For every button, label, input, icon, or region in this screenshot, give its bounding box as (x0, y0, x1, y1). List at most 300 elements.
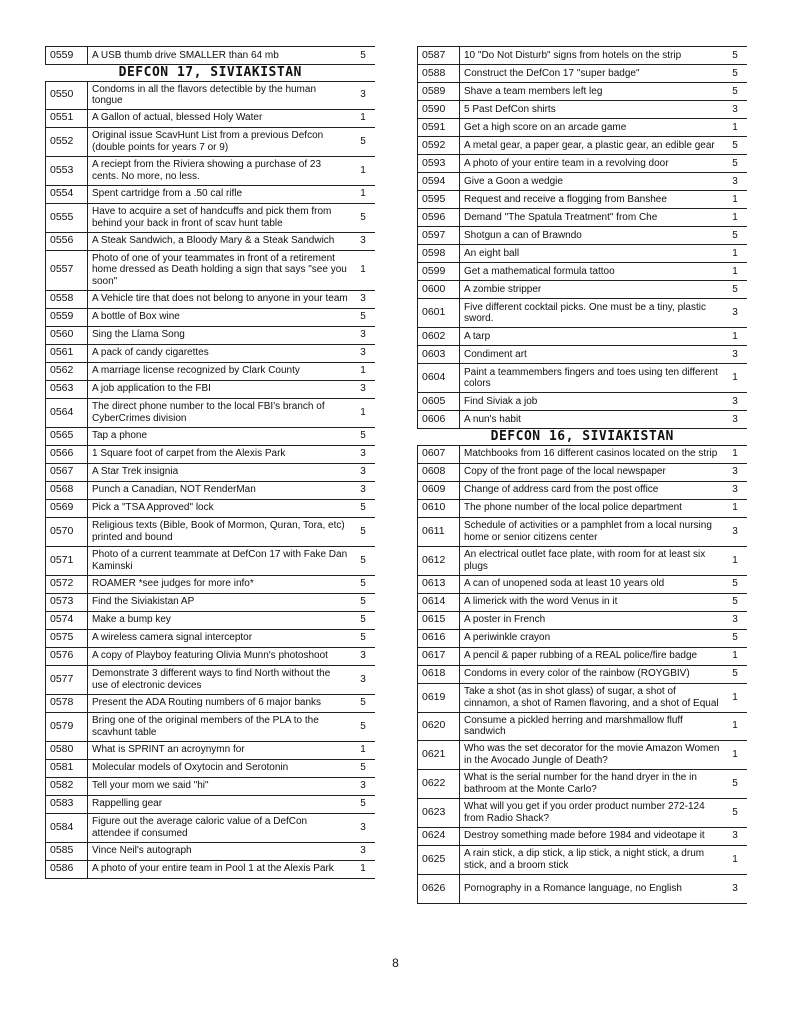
table-row (418, 137, 748, 155)
item-number: 0556 (46, 232, 88, 250)
item-points: 3 (723, 299, 747, 328)
item-description: The phone number of the local police department (460, 499, 724, 517)
table-row (418, 712, 748, 740)
item-points: 5 (723, 155, 747, 173)
item-description: Five different cocktail picks. One must be a tiny, plastic sword. (460, 299, 724, 328)
item-points: 1 (723, 712, 747, 740)
item-number: 0575 (46, 629, 88, 647)
item-number: 0579 (46, 712, 88, 741)
item-points: 3 (723, 463, 747, 481)
item-description: Condoms in every color of the rainbow (ROYGBIV) (460, 665, 724, 683)
item-description: Construct the DefCon 17 "super badge" (460, 65, 724, 83)
item-description: A wireless camera signal interceptor (88, 629, 352, 647)
item-number: 0609 (418, 481, 460, 499)
item-number: 0598 (418, 245, 460, 263)
item-number: 0557 (46, 250, 88, 290)
item-points: 1 (723, 499, 747, 517)
item-description: Destroy something made before 1984 and videotape it (460, 827, 724, 845)
item-description: A photo of your entire team in a revolving door (460, 155, 724, 173)
item-points: 3 (723, 173, 747, 191)
item-description: Get a mathematical formula tattoo (460, 263, 724, 281)
item-points: 5 (723, 137, 747, 155)
item-points: 1 (723, 647, 747, 665)
table-row (46, 665, 376, 694)
item-description: A poster in French (460, 611, 724, 629)
item-description: Pornography in a Romance language, no English (460, 874, 724, 903)
table-row (418, 173, 748, 191)
item-number: 0569 (46, 499, 88, 517)
table-row (46, 759, 376, 777)
item-points: 3 (351, 647, 375, 665)
item-description: Schedule of activities or a pamphlet from a local nursing home or senior citizens center (460, 517, 724, 546)
item-description: A reciept from the Riviera showing a purchase of 23 cents. No more, no less. (88, 156, 352, 185)
item-points: 3 (351, 665, 375, 694)
table-row (46, 203, 376, 232)
item-number: 0592 (418, 137, 460, 155)
item-points: 5 (351, 629, 375, 647)
table-row (46, 795, 376, 813)
item-number: 0563 (46, 380, 88, 398)
item-number: 0551 (46, 109, 88, 127)
table-row (418, 411, 748, 429)
item-description: Religious texts (Bible, Book of Mormon, Quran, Tora, etc) printed and bound (88, 517, 352, 546)
item-points: 3 (351, 445, 375, 463)
table-row (418, 740, 748, 769)
item-points: 3 (351, 81, 375, 109)
table-row (46, 517, 376, 546)
section-header-row (418, 429, 748, 446)
item-description: An electrical outlet face plate, with room for at least six plugs (460, 546, 724, 575)
item-number: 0567 (46, 463, 88, 481)
table-row (46, 185, 376, 203)
item-number: 0573 (46, 593, 88, 611)
item-description: Make a bump key (88, 611, 352, 629)
table-row (46, 463, 376, 481)
table-row (418, 517, 748, 546)
item-points: 5 (351, 611, 375, 629)
item-description: What will you get if you order product number 272-124 from Radio Shack? (460, 798, 724, 827)
item-description: A can of unopened soda at least 10 years old (460, 575, 724, 593)
item-points: 5 (723, 281, 747, 299)
item-description: 1 Square foot of carpet from the Alexis Park (88, 445, 352, 463)
item-number: 0589 (418, 83, 460, 101)
item-number: 0565 (46, 427, 88, 445)
item-number: 0593 (418, 155, 460, 173)
item-number: 0597 (418, 227, 460, 245)
item-number: 0610 (418, 499, 460, 517)
item-description: Bring one of the original members of the PLA to the scavhunt table (88, 712, 352, 741)
table-row (418, 245, 748, 263)
item-number: 0586 (46, 860, 88, 878)
item-points: 1 (351, 362, 375, 380)
item-points: 3 (723, 611, 747, 629)
item-points: 5 (723, 65, 747, 83)
table-row (46, 647, 376, 665)
item-points: 3 (723, 393, 747, 411)
item-points: 1 (723, 119, 747, 137)
item-number: 0554 (46, 185, 88, 203)
item-description: Who was the set decorator for the movie Amazon Women in the Avocado Jungle of Death? (460, 740, 724, 769)
item-number: 0619 (418, 683, 460, 712)
item-description: Condoms in all the flavors detectible by the human tongue (88, 81, 352, 109)
item-description: Shave a team members left leg (460, 83, 724, 101)
item-description: Condiment art (460, 346, 724, 364)
item-number: 0616 (418, 629, 460, 647)
item-number: 0626 (418, 874, 460, 903)
table-row (46, 308, 376, 326)
item-number: 0559 (46, 308, 88, 326)
item-points: 1 (723, 364, 747, 393)
item-number: 0553 (46, 156, 88, 185)
item-points: 5 (351, 517, 375, 546)
item-number: 0618 (418, 665, 460, 683)
item-number: 0576 (46, 647, 88, 665)
item-description: Rappelling gear (88, 795, 352, 813)
item-points: 1 (723, 445, 747, 463)
table-row (418, 769, 748, 798)
item-points: 3 (351, 481, 375, 499)
item-number: 0578 (46, 694, 88, 712)
item-number: 0605 (418, 393, 460, 411)
table-row (418, 593, 748, 611)
item-number: 0582 (46, 777, 88, 795)
item-points: 3 (723, 827, 747, 845)
table-row (46, 250, 376, 290)
item-description: Shotgun a can of Brawndo (460, 227, 724, 245)
item-number: 0566 (46, 445, 88, 463)
item-number: 0624 (418, 827, 460, 845)
item-description: A rain stick, a dip stick, a lip stick, a night stick, a drum stick, and a broom stick (460, 845, 724, 874)
item-number: 0590 (418, 101, 460, 119)
table-row (418, 47, 748, 65)
item-points: 3 (723, 517, 747, 546)
table-row (418, 845, 748, 874)
table-row (418, 874, 748, 903)
item-number: 0623 (418, 798, 460, 827)
item-points: 5 (351, 546, 375, 575)
item-points: 5 (723, 83, 747, 101)
item-points: 1 (723, 191, 747, 209)
item-points: 3 (723, 101, 747, 119)
item-description: Present the ADA Routing numbers of 6 major banks (88, 694, 352, 712)
item-number: 0550 (46, 81, 88, 109)
table-row (46, 546, 376, 575)
item-number: 0595 (418, 191, 460, 209)
table-row (418, 209, 748, 227)
item-points: 3 (723, 874, 747, 903)
item-points: 5 (351, 575, 375, 593)
table-row (46, 813, 376, 842)
item-description: Get a high score on an arcade game (460, 119, 724, 137)
table-row (418, 393, 748, 411)
item-number: 0583 (46, 795, 88, 813)
item-points: 5 (351, 427, 375, 445)
table-row (418, 647, 748, 665)
item-description: A pack of candy cigarettes (88, 344, 352, 362)
item-description: Paint a teammembers fingers and toes using ten different colors (460, 364, 724, 393)
item-points: 1 (351, 185, 375, 203)
table-row (418, 445, 748, 463)
item-number: 0599 (418, 263, 460, 281)
table-row (46, 47, 376, 65)
item-points: 3 (351, 232, 375, 250)
item-points: 5 (723, 575, 747, 593)
section-title: DEFCON 17, SIVIAKISTAN (46, 65, 376, 82)
table-row (418, 155, 748, 173)
table-row (46, 232, 376, 250)
item-description: The direct phone number to the local FBI's branch of CyberCrimes division (88, 398, 352, 427)
table-row (418, 281, 748, 299)
item-description: A tarp (460, 328, 724, 346)
item-points: 5 (723, 665, 747, 683)
item-number: 0571 (46, 546, 88, 575)
item-number: 0615 (418, 611, 460, 629)
item-description: Original issue ScavHunt List from a previous Defcon (double points for years 7 or 9) (88, 127, 352, 156)
item-description: A Steak Sandwich, a Bloody Mary & a Steak Sandwich (88, 232, 352, 250)
item-description: What is the serial number for the hand dryer in the in bathroom at the Monte Carlo? (460, 769, 724, 798)
table-row (46, 481, 376, 499)
item-description: Vince Neil's autograph (88, 842, 352, 860)
item-description: A USB thumb drive SMALLER than 64 mb (88, 47, 352, 65)
item-description: Demonstrate 3 different ways to find North without the use of electronic devices (88, 665, 352, 694)
item-points: 5 (351, 47, 375, 65)
item-description: Photo of one of your teammates in front of a retirement home dressed as Death holding a sign that says "see you soon" (88, 250, 352, 290)
item-number: 0588 (418, 65, 460, 83)
item-number: 0608 (418, 463, 460, 481)
item-points: 3 (351, 463, 375, 481)
item-description: Copy of the front page of the local newspaper (460, 463, 724, 481)
item-points: 1 (723, 845, 747, 874)
table-row (46, 777, 376, 795)
item-points: 3 (351, 290, 375, 308)
item-points: 1 (723, 740, 747, 769)
item-number: 0574 (46, 611, 88, 629)
item-points: 5 (723, 593, 747, 611)
item-points: 1 (723, 263, 747, 281)
table-row (46, 712, 376, 741)
table-row (418, 328, 748, 346)
item-number: 0601 (418, 299, 460, 328)
item-description: Sing the Llama Song (88, 326, 352, 344)
item-description: Tell your mom we said "hi" (88, 777, 352, 795)
item-description: Take a shot (as in shot glass) of sugar, a shot of cinnamon, a shot of Ramen flavoring, and a shot of Equal (460, 683, 724, 712)
item-description: Pick a "TSA Approved" lock (88, 499, 352, 517)
table-row (418, 83, 748, 101)
item-number: 0622 (418, 769, 460, 798)
item-points: 5 (351, 759, 375, 777)
item-number: 0555 (46, 203, 88, 232)
item-description: Spent cartridge from a .50 cal rifle (88, 185, 352, 203)
item-description: Find the Siviakistan AP (88, 593, 352, 611)
item-points: 3 (351, 813, 375, 842)
item-number: 0572 (46, 575, 88, 593)
table-row (46, 362, 376, 380)
table-row (46, 842, 376, 860)
table-row (46, 81, 376, 109)
page-number: 8 (392, 956, 399, 970)
table-row (46, 290, 376, 308)
item-description: Molecular models of Oxytocin and Serotonin (88, 759, 352, 777)
item-number: 0561 (46, 344, 88, 362)
item-number: 0580 (46, 741, 88, 759)
item-points: 3 (351, 344, 375, 362)
table-row (418, 481, 748, 499)
item-points: 5 (351, 712, 375, 741)
item-points: 3 (723, 411, 747, 429)
item-number: 0587 (418, 47, 460, 65)
table-row (46, 629, 376, 647)
item-description: A periwinkle crayon (460, 629, 724, 647)
item-description: A copy of Playboy featuring Olivia Munn's photoshoot (88, 647, 352, 665)
item-points: 1 (351, 109, 375, 127)
table-row (418, 611, 748, 629)
item-points: 1 (351, 156, 375, 185)
table-row (46, 860, 376, 878)
item-description: Change of address card from the post office (460, 481, 724, 499)
table-row (46, 499, 376, 517)
item-description: Figure out the average caloric value of a DefCon attendee if consumed (88, 813, 352, 842)
section-title: DEFCON 16, SIVIAKISTAN (418, 429, 748, 446)
item-description: 10 "Do Not Disturb" signs from hotels on the strip (460, 47, 724, 65)
item-description: An eight ball (460, 245, 724, 263)
item-number: 0614 (418, 593, 460, 611)
item-points: 5 (723, 769, 747, 798)
item-number: 0606 (418, 411, 460, 429)
item-points: 5 (723, 629, 747, 647)
item-points: 1 (351, 398, 375, 427)
item-number: 0581 (46, 759, 88, 777)
table-row (418, 827, 748, 845)
item-points: 1 (351, 741, 375, 759)
table-row (418, 665, 748, 683)
item-points: 5 (351, 203, 375, 232)
item-number: 0612 (418, 546, 460, 575)
item-number: 0568 (46, 481, 88, 499)
item-number: 0625 (418, 845, 460, 874)
table-row (418, 191, 748, 209)
item-points: 3 (351, 380, 375, 398)
item-number: 0594 (418, 173, 460, 191)
table-row (46, 741, 376, 759)
item-number: 0585 (46, 842, 88, 860)
item-description: A zombie stripper (460, 281, 724, 299)
item-description: A metal gear, a paper gear, a plastic gear, an edible gear (460, 137, 724, 155)
item-points: 1 (723, 328, 747, 346)
section-header-row (46, 65, 376, 82)
table-row (418, 629, 748, 647)
scavhunt-table-left (45, 46, 375, 879)
table-row (46, 593, 376, 611)
item-number: 0570 (46, 517, 88, 546)
table-row (46, 380, 376, 398)
item-description: 5 Past DefCon shirts (460, 101, 724, 119)
item-description: ROAMER *see judges for more info* (88, 575, 352, 593)
item-number: 0596 (418, 209, 460, 227)
item-points: 1 (351, 860, 375, 878)
item-points: 3 (351, 326, 375, 344)
table-row (418, 798, 748, 827)
item-points: 5 (723, 227, 747, 245)
item-description: A marriage license recognized by Clark County (88, 362, 352, 380)
table-row (46, 398, 376, 427)
item-number: 0617 (418, 647, 460, 665)
item-description: Tap a phone (88, 427, 352, 445)
item-number: 0558 (46, 290, 88, 308)
table-row (46, 127, 376, 156)
table-row (418, 546, 748, 575)
item-points: 3 (723, 481, 747, 499)
item-points: 5 (351, 127, 375, 156)
table-row (418, 119, 748, 137)
item-number: 0604 (418, 364, 460, 393)
left-column (45, 46, 375, 879)
item-number: 0559 (46, 47, 88, 65)
scavhunt-table-right (417, 46, 747, 904)
item-points: 1 (351, 250, 375, 290)
item-number: 0562 (46, 362, 88, 380)
item-points: 1 (723, 546, 747, 575)
item-description: Punch a Canadian, NOT RenderMan (88, 481, 352, 499)
table-row (418, 683, 748, 712)
item-number: 0564 (46, 398, 88, 427)
item-number: 0602 (418, 328, 460, 346)
table-row (46, 445, 376, 463)
item-number: 0603 (418, 346, 460, 364)
item-points: 3 (351, 777, 375, 795)
item-description: A Vehicle tire that does not belong to anyone in your team (88, 290, 352, 308)
item-description: Request and receive a flogging from Banshee (460, 191, 724, 209)
item-number: 0577 (46, 665, 88, 694)
table-row (46, 575, 376, 593)
item-description: A pencil & paper rubbing of a REAL police/fire badge (460, 647, 724, 665)
table-row (418, 364, 748, 393)
table-row (46, 611, 376, 629)
item-points: 3 (723, 346, 747, 364)
table-row (46, 427, 376, 445)
table-row (418, 263, 748, 281)
item-points: 1 (723, 209, 747, 227)
item-number: 0591 (418, 119, 460, 137)
table-row (418, 65, 748, 83)
item-number: 0611 (418, 517, 460, 546)
item-points: 1 (723, 245, 747, 263)
table-row (418, 299, 748, 328)
table-row (46, 326, 376, 344)
table-row (418, 101, 748, 119)
item-number: 0584 (46, 813, 88, 842)
item-description: A nun's habit (460, 411, 724, 429)
item-points: 3 (351, 842, 375, 860)
right-column (417, 46, 747, 904)
item-points: 1 (723, 683, 747, 712)
table-row (418, 499, 748, 517)
item-points: 5 (723, 798, 747, 827)
item-description: A photo of your entire team in Pool 1 at the Alexis Park (88, 860, 352, 878)
item-points: 5 (723, 47, 747, 65)
item-description: Photo of a current teammate at DefCon 17 with Fake Dan Kaminski (88, 546, 352, 575)
item-points: 5 (351, 308, 375, 326)
item-number: 0613 (418, 575, 460, 593)
item-number: 0560 (46, 326, 88, 344)
table-row (418, 575, 748, 593)
item-points: 5 (351, 499, 375, 517)
item-points: 5 (351, 593, 375, 611)
table-row (418, 463, 748, 481)
item-description: A limerick with the word Venus in it (460, 593, 724, 611)
table-row (418, 346, 748, 364)
item-description: Have to acquire a set of handcuffs and pick them from behind your back in front of scav hunt table (88, 203, 352, 232)
item-points: 5 (351, 795, 375, 813)
